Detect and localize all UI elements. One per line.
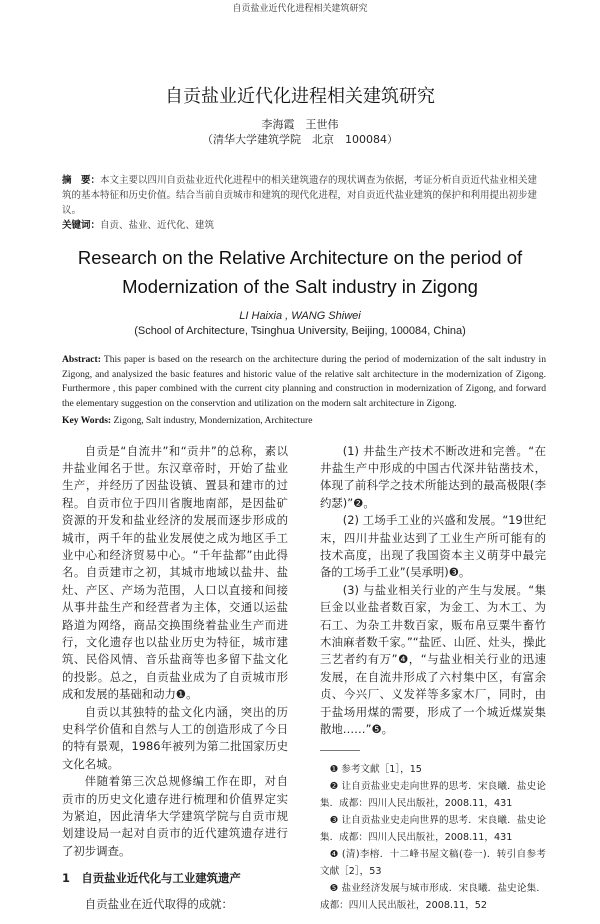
english-title bbox=[0, 243, 600, 301]
english-abstract bbox=[62, 353, 546, 411]
chinese-keywords-label: 关键词： bbox=[62, 220, 101, 231]
body-paragraph: (2) 工场手工业的兴盛和发展。“19世纪末，四川井盐业达到了工业生产所可能有的技术高度，出现了我国资本主义萌芽中最完备的工场手工业”(吴承明)❸。 bbox=[320, 513, 546, 580]
footnote: ❷ 让自贡盐业史走向世界的思考．宋良曦．盐史论集．成都：四川人民出版社，2008.11，431 bbox=[320, 781, 546, 810]
body-paragraph: (1) 井盐生产技术不断改进和完善。“在井盐生产中形成的中国古代深井钻凿技术，体现了前科学之技术所能达到的最高极限(李约瑟)”❷。 bbox=[320, 443, 546, 510]
english-keywords-label: Key Words: bbox=[62, 415, 112, 426]
english-title-line-1: Research on the Relative Architecture on the period of bbox=[77, 247, 523, 268]
left-column bbox=[62, 443, 288, 915]
right-column bbox=[320, 443, 546, 915]
english-abstract-block bbox=[62, 353, 546, 429]
footnote: ❸ 让自贡盐业史走向世界的思考．宋良曦．盐史论集．成都：四川人民出版社，2008.11，431 bbox=[320, 815, 546, 844]
english-abstract-text: This paper is based on the research on the architecture during the period of modernization of the salt industry in Zigong, and analysized the basic features and historic value of the relative salt architecture in the modernization of Zigong. Furthermore , this paper combined with the current city planning and construction in modernization of Zigong, and forward the elementary suggestion on the conservtion and utilization on the modern salt architecture in Zigong. bbox=[62, 354, 546, 409]
chinese-abstract-label: 摘 要： bbox=[62, 175, 101, 186]
footnote: ❹ (清)李榕．十二峰书屋文稿(卷一)．转引自参考文献［2］，53 bbox=[320, 849, 546, 878]
english-keywords-text: Zigong, Salt industry, Mondernization, Architecture bbox=[111, 415, 313, 426]
body-paragraph: 自贡是“自流井”和“贡井”的总称，素以井盐业闻名于世。东汉章帝时，开始了盐业生产，并经历了因盐设镇、置县和建市的过程。自贡市位于四川省腹地南部，是因盐矿资源的开发和盐业经济的发展而逐步形成的城市，两千年的盐业发展使之成为地区手工业中心和经济贸易中心。“千年盐都”由此得名。自贡建市之初，其城市地域以盐井、盐灶、产区、产场为范围，人口以直接和间接从事井盐生产和经营者为主体，交通以运盐路道为网络，商品交换围绕着盐业生产而进行，文化遗存也以盐业历史为特征，城市建筑、民俗风情、音乐盐商等也多留下盐文化的投影。总之，自贡盐业成为了自贡城市形成和发展的基础和动力❶。 bbox=[62, 443, 288, 702]
section-heading: 1 自贡盐业近代化与工业建筑遗产 bbox=[62, 871, 241, 886]
footnote: ❶ 参考文献［1］，15 bbox=[329, 764, 422, 776]
footnotes bbox=[320, 761, 546, 914]
footnote: ❺ 盐业经济发展与城市形成．宋良曦．盐史论集．成都：四川人民出版社，2008.11，52 bbox=[320, 883, 546, 912]
english-keywords bbox=[62, 414, 546, 429]
chinese-abstract-text: 本文主要以四川自贡盐业近代化进程中的相关建筑遗存的现状调查为依据，考证分析自贡近代盐业相关建筑的基本特征和历史价值。结合当前自贡城市和建筑的现代化进程，对自贡近代盐业建筑的保护和利用提出初步建议。 bbox=[62, 175, 538, 216]
footnote-separator bbox=[320, 750, 360, 751]
chinese-title: 自贡盐业近代化进程相关建筑研究 bbox=[165, 86, 435, 107]
body-paragraph: 伴随着第三次总规修编工作在即，对自贡市的历史文化遗存进行梳理和价值界定实为紧迫，因此清华大学建筑学院与自贡市规划建设局一起对自贡市的近代建筑遗存进行了初步调查。 bbox=[62, 774, 288, 858]
chinese-abstract bbox=[62, 173, 546, 218]
english-authors: LI Haixia , WANG Shiwei bbox=[239, 310, 361, 322]
chinese-abstract-block bbox=[62, 173, 546, 233]
chinese-keywords bbox=[62, 218, 546, 233]
chinese-affiliation: （清华大学建筑学院 北京 100084） bbox=[202, 133, 398, 146]
body-paragraph: (3) 与盐业相关行业的产生与发展。“集巨金以业盐者数百家，为金工、为木工、为石工、为杂工井数百家，贩布帛豆粟牛畜竹木油麻者数千家。”“盐匠、山匠、灶头，操此三艺者约有万”❹，“与盐业相关行业的迅速发展，在自流井形成了六村集中区，有富余贞、今兴厂、义发祥等多家木厂，同时，由于盐场用煤的需要，形成了一个城近煤炭集散地……”❺。 bbox=[320, 582, 546, 736]
running-head: 自贡盐业近代化进程相关建筑研究 bbox=[232, 4, 368, 14]
english-title-line-2: Modernization of the Salt industry in Zigong bbox=[122, 276, 478, 297]
body-paragraph: 自贡以其独特的盐文化内涵，突出的历史科学价值和自然与人工的创造形成了今日的特有景观，1986年被列为第二批国家历史文化名城。 bbox=[62, 704, 288, 771]
english-affiliation: (School of Architecture, Tsinghua University, Beijing, 100084, China) bbox=[134, 325, 466, 337]
english-abstract-label: Abstract: bbox=[62, 354, 101, 365]
body-columns bbox=[62, 443, 546, 915]
section-intro: 自贡盐业在近代取得的成就： bbox=[84, 896, 233, 911]
chinese-keywords-text: 自贡、盐业、近代化、建筑 bbox=[100, 220, 215, 231]
chinese-authors: 李海霞 王世伟 bbox=[261, 118, 339, 131]
